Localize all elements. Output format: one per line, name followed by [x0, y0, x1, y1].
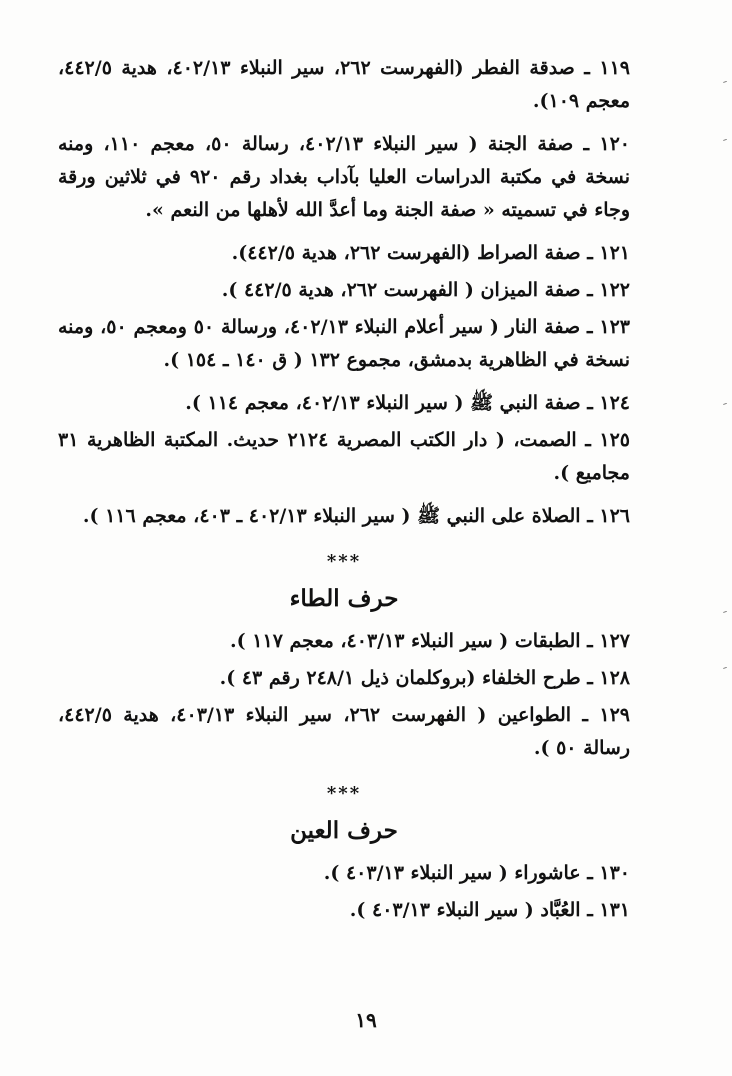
entry-121: ١٢١ ـ صفة الصراط (الفهرست ٢٦٢، هدية ٤٤٢/٥).	[231, 242, 630, 264]
page-number: ١٩	[355, 1008, 377, 1032]
entry-122: ١٢٢ ـ صفة الميزان ( الفهرست ٢٦٢، هدية ٤٤٢/٥ ).	[221, 279, 630, 301]
section-separator: ***	[326, 783, 362, 804]
entry-123: ١٢٣ ـ صفة النار ( سير أعلام النبلاء ٤٠٢/١٣، ورسالة ٥٠ ومعجم ٥٠، ومنه نسخة في الظاهرية بدمشق، مجموع ١٣٢ ( ق ١٤٠ ـ ١٥٤ ).	[58, 316, 630, 371]
entry-129: ١٢٩ ـ الطواعين ( الفهرست ٢٦٢، سير النبلاء ٤٠٣/١٣، هدية ٤٤٢/٥، رسالة ٥٠ ).	[58, 704, 630, 759]
entry-120: ١٢٠ ـ صفة الجنة ( سير النبلاء ٤٠٢/١٣، رسالة ٥٠، معجم ١١٠، ومنه نسخة في مكتبة الدراسات العليا بآداب بغداد رقم ٩٢٠ في ثلاثين ورقة وجاء في تسميته « صفة الجنة وما أعدَّ الله لأهلها من النعم ».	[58, 133, 630, 221]
section-heading-ain: حرف العين	[290, 817, 398, 844]
entry-126: ١٢٦ ـ الصلاة على النبي ﷺ ( سير النبلاء ٤٠٢/١٣ ـ ٤٠٣، معجم ١١٦ ).	[82, 505, 630, 527]
entry-127: ١٢٧ ـ الطبقات ( سير النبلاء ٤٠٣/١٣، معجم ١١٧ ).	[230, 630, 630, 652]
entry-119: ١١٩ ـ صدقة الفطر (الفهرست ٢٦٢، سير النبلاء ٤٠٢/١٣، هدية ٤٤٢/٥، معجم ١٠٩).	[58, 57, 630, 112]
entry-125: ١٢٥ ـ الصمت، ( دار الكتب المصرية ٢١٢٤ حديث. المكتبة الظاهرية ٣١ مجاميع ).	[58, 429, 630, 484]
entry-130: ١٣٠ ـ عاشوراء ( سير النبلاء ٤٠٣/١٣ ).	[323, 862, 630, 884]
section-heading-ta: حرف الطاء	[289, 585, 399, 612]
entry-131: ١٣١ ـ العُبَّاد ( سير النبلاء ٤٠٣/١٣ ).	[349, 899, 630, 921]
entry-124: ١٢٤ ـ صفة النبي ﷺ ( سير النبلاء ٤٠٢/١٣، معجم ١١٤ ).	[185, 392, 630, 414]
entry-128: ١٢٨ ـ طرح الخلفاء (بروكلمان ذيل ٢٤٨/١ رقم ٤٣ ).	[219, 667, 630, 689]
section-separator: ***	[326, 551, 362, 572]
page-content	[58, 52, 630, 931]
